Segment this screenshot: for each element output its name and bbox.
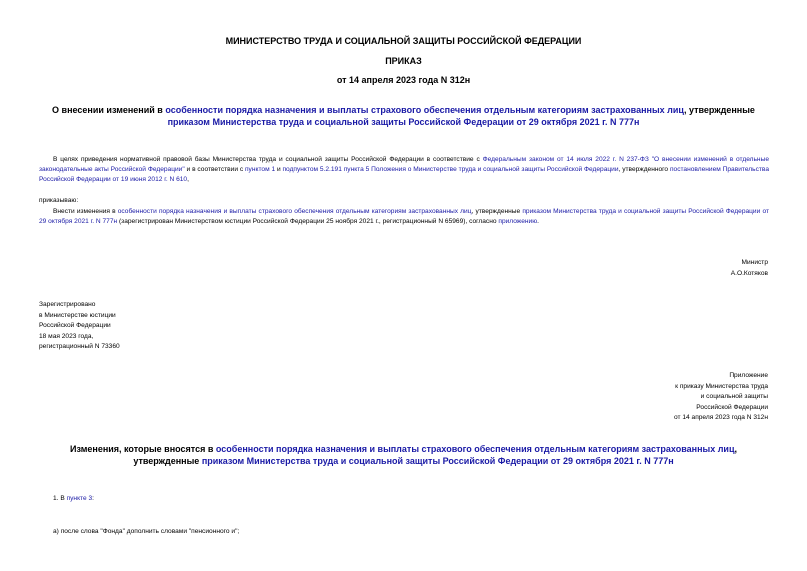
appendix-line: и социальной защиты <box>700 393 768 400</box>
signature-block <box>568 258 768 279</box>
preamble-text-2: и в соответствии с <box>184 166 245 173</box>
registration-block <box>39 300 259 353</box>
document-type: ПРИКАЗ <box>385 56 422 66</box>
link-postanovlenie-610[interactable]: постановлением Правительства Российской Федерации от 19 июня 2012 г. N 610 <box>39 166 769 183</box>
signature-position: Министр <box>741 259 768 266</box>
preamble-text-5: , <box>187 176 189 183</box>
appendix-line: к приказу Министерства труда <box>675 382 768 390</box>
order-word: приказываю: <box>39 197 79 204</box>
link-punkt-1[interactable]: пунктом 1 <box>244 166 276 173</box>
item1-text-1: 1. В <box>53 495 67 502</box>
changes-title-link-order-777n[interactable]: приказом Министерства труда и социальной защиты Российской Федерации от 29 октября 2021 г. N 777н <box>201 456 674 466</box>
registration-line: в Министерстве юстиции <box>39 311 116 319</box>
appendix-reference-block <box>548 371 768 424</box>
item1-text-2: : <box>92 495 94 502</box>
changes-title-prefix: Изменения, которые вносятся в <box>70 444 216 454</box>
link-order-777n[interactable]: приказом Министерства труда и социальной защиты Российской Федерации от 29 октября 2021 г. N 777н <box>39 208 769 225</box>
preamble-paragraph <box>39 155 769 185</box>
document-date-number: от 14 апреля 2023 года N 312н <box>336 75 471 85</box>
link-podpunkt-5-2-191[interactable]: подпунктом 5.2.191 пункта 5 Положения о Министерстве труда и социальной защиты Российской Федерации <box>282 166 619 173</box>
registration-line: Российской Федерации <box>39 322 111 329</box>
link-appendix[interactable]: приложению <box>498 218 538 225</box>
link-federal-law-237fz[interactable]: Федеральным законом от 14 июля 2022 г. N 237-ФЗ "О внесении изменений в отдельные законодательные акты Российской Федерации" <box>39 156 769 173</box>
appendix-line: от 14 апреля 2023 года N 312н <box>673 414 768 421</box>
title-mid: , утвержденные <box>683 105 755 115</box>
link-punkt-3[interactable]: пункте 3 <box>66 495 93 502</box>
title-prefix: О внесении изменений в <box>52 105 166 115</box>
changes-title <box>40 443 767 467</box>
order-text-4: . <box>537 218 540 225</box>
order-text-3: (зарегистрирован Министерством юстиции Российской Федерации 25 ноября 2021 г., регистрационный N 65969), согласно <box>117 218 499 225</box>
changes-title-link-features[interactable]: особенности порядка назначения и выплаты страхового обеспечения отдельным категориям застрахованных лиц <box>215 444 735 454</box>
change-item-1 <box>53 494 94 505</box>
appendix-line: Российской Федерации <box>696 403 768 411</box>
link-features-order[interactable]: особенности порядка назначения и выплаты страхового обеспечения отдельным категориям застрахованных лиц <box>117 208 472 215</box>
order-paragraph <box>39 207 769 227</box>
signature-name: А.О.Котяков <box>730 269 768 277</box>
preamble-text-3: и <box>275 166 283 173</box>
changes-title-mid: , утвержденные <box>133 444 737 466</box>
appendix-line: Приложение <box>729 372 768 379</box>
registration-line: Зарегистрировано <box>39 301 96 308</box>
registration-line: регистрационный N 73360 <box>39 343 120 350</box>
document-title <box>40 104 767 128</box>
registration-line: 18 мая 2023 года, <box>39 332 94 340</box>
title-link-features[interactable]: особенности порядка назначения и выплаты страхового обеспечения отдельным категориям застрахованных лиц <box>165 105 684 115</box>
title-link-order-777n[interactable]: приказом Министерства труда и социальной защиты Российской Федерации от 29 октября 2021 г. N 777н <box>167 117 640 127</box>
change-item-1a: а) после слова "Фонда" дополнить словами "пенсионного и"; <box>53 528 240 535</box>
order-text-2: , утвержденные <box>471 208 523 215</box>
ministry-heading: МИНИСТЕРСТВО ТРУДА И СОЦИАЛЬНОЙ ЗАЩИТЫ РОССИЙСКОЙ ФЕДЕРАЦИИ <box>225 36 582 46</box>
preamble-text-4: , утвержденного <box>618 166 670 173</box>
order-text-1: Внести изменения в <box>53 208 118 215</box>
preamble-text-1: В целях приведения нормативной правовой базы Министерства труда и социальной защиты Российской Федерации в соответствие с <box>53 156 483 163</box>
